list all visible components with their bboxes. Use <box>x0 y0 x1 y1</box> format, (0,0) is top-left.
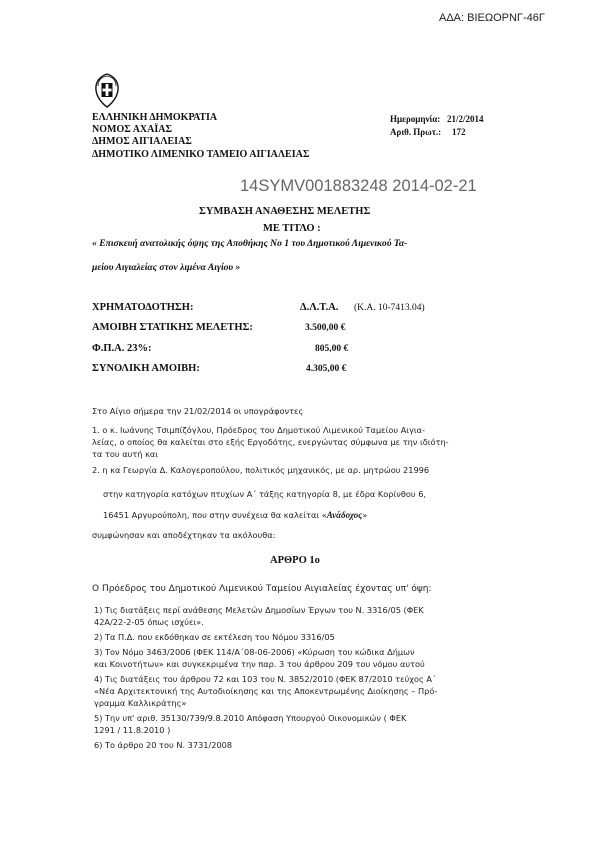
total-value: 4.305,00 € <box>306 364 347 374</box>
funding-code: (Κ.Α. 10-7413.04) <box>354 303 425 313</box>
party-1-line: τα του αυτή και <box>92 449 159 459</box>
registry-stamp: 14SYMV001883248 2014-02-21 <box>240 177 477 195</box>
contract-title: ΣΥΜΒΑΣΗ ΑΝΑΘΕΣΗΣ ΜΕΛΕΤΗΣ <box>199 206 371 217</box>
contractor-term: Ανάδοχος <box>326 510 363 520</box>
list-item: 4) Τις διατάξεις του άρθρου 72 και 103 του Ν. 3852/2010 (ΦΕΚ 87/2010 τεύχος Α΄ <box>94 674 437 684</box>
list-item: γραμμα Καλλικράτης» <box>94 698 187 708</box>
party-1-line: 1. ο κ. Ιωάννης Τσιμπίζόγλου, Πρόεδρος του Δημοτικού Λιμενικού Ταμείου Αιγια- <box>92 425 426 435</box>
agreement-line: συμφώνησαν και αποδέχτηκαν τα ακόλουθα: <box>92 530 276 540</box>
issuer-line: ΕΛΛΗΝΙΚΗ ΔΗΜΟΚΡΑΤΙΑ <box>92 112 218 123</box>
date-value: 21/2/2014 <box>447 114 484 124</box>
party-2-line <box>103 510 367 520</box>
article-lead: Ο Πρόεδρος του Δημοτικού Λιμενικού Ταμείου Αιγιαλείας έχοντας υπ' όψη: <box>92 584 432 594</box>
party-2-line: στην κατηγορία κατόχων πτυχίων Α΄ τάξης κατηγορία 8, με έδρα Κορίνθου 6, <box>103 489 427 499</box>
contractor-close: » <box>362 510 368 520</box>
fee-label: ΑΜΟΙΒΗ ΣΤΑΤΙΚΗΣ ΜΕΛΕΤΗΣ: <box>92 322 253 333</box>
issuer-line: ΝΟΜΟΣ ΑΧΑΪΑΣ <box>92 124 173 135</box>
fee-value: 3.500,00 € <box>305 323 346 333</box>
subject-line: « Επισκευή ανατολικής όψης της Αποθήκης Νο 1 του Δημοτικού Λιμενικού Τα- <box>92 238 408 249</box>
article-heading: ΑΡΘΡΟ 1ο <box>270 555 320 566</box>
protocol-value: 172 <box>452 127 466 137</box>
ada-code: ΑΔΑ: ΒΙΕΩΟΡΝΓ-46Γ <box>439 12 545 24</box>
greek-emblem-icon <box>92 72 122 110</box>
issuer-line: ΔΗΜΟΤΙΚΟ ΛΙΜΕΝΙΚΟ ΤΑΜΕΙΟ ΑΙΓΙΑΛΕΙΑΣ <box>92 149 310 160</box>
list-item: 3) Τον Νόμο 3463/2006 (ΦΕΚ 114/Α΄08-06-2006) «Κύρωση του κώδικα Δήμων <box>94 647 415 657</box>
protocol-label: Αριθ. Πρωτ.: <box>390 127 442 137</box>
funding-label: ΧΡΗΜΑΤΟΔΟΤΗΣΗ: <box>92 302 194 313</box>
subject-line: μείου Αιγιαλείας στον λιμένα Αιγίου » <box>92 262 241 273</box>
list-item: «Νέα Αρχιτεκτονική της Αυτοδιοίκησης και της Αποκεντρωμένης Διοίκησης – Πρό- <box>94 686 438 696</box>
vat-label: Φ.Π.Α. 23%: <box>92 343 152 354</box>
issuer-line: ΔΗΜΟΣ ΑΙΓΙΑΛΕΙΑΣ <box>92 136 192 147</box>
intro-line: Στο Αίγιο σήμερα την 21/02/2014 οι υπογράφοντες <box>92 406 304 416</box>
date-label: Ημερομηνία: <box>390 114 441 124</box>
list-item: 6) Το άρθρο 20 του Ν. 3731/2008 <box>94 740 233 750</box>
list-item: 42Α/22-2-05 όπως ισχύει». <box>94 617 204 627</box>
party-1-line: λείας, ο οποίος θα καλείται στο εξής Εργοδότης, ενεργώντας σύμφωνα με την ιδιότη- <box>92 437 449 447</box>
list-item: και Κοινοτήτων» και συγκεκριμένα την παρ. 3 του άρθρου 209 του νόμου αυτού <box>94 659 425 669</box>
funding-value: Δ.Λ.Τ.Α. <box>300 302 339 313</box>
vat-value: 805,00 € <box>315 344 349 354</box>
total-label: ΣΥΝΟΛΙΚΗ ΑΜΟΙΒΗ: <box>92 363 200 374</box>
contract-subtitle: ΜΕ ΤΙΤΛΟ : <box>263 223 321 234</box>
list-item: 2) Τα Π.Δ. που εκδόθηκαν σε εκτέλεση του Νόμου 3316/05 <box>94 632 335 642</box>
list-item: 5) Την υπ' αριθ. 35130/739/9.8.2010 Απόφαση Υπουργού Οικονομικών ( ΦΕΚ <box>94 713 407 723</box>
list-item: 1291 / 11.8.2010 ) <box>94 725 171 735</box>
list-item: 1) Τις διατάξεις περί ανάθεσης Μελετών Δημοσίων Έργων του Ν. 3316/05 (ΦΕΚ <box>94 605 424 615</box>
party-2-line: 2. η κα Γεωργία Δ. Καλογεροπούλου, πολιτικός μηχανικός, με αρ. μητρώου 21996 <box>92 465 430 475</box>
contractor-text: 16451 Αργυρούπολη, που στην συνέχεια θα καλείται « <box>103 510 327 520</box>
